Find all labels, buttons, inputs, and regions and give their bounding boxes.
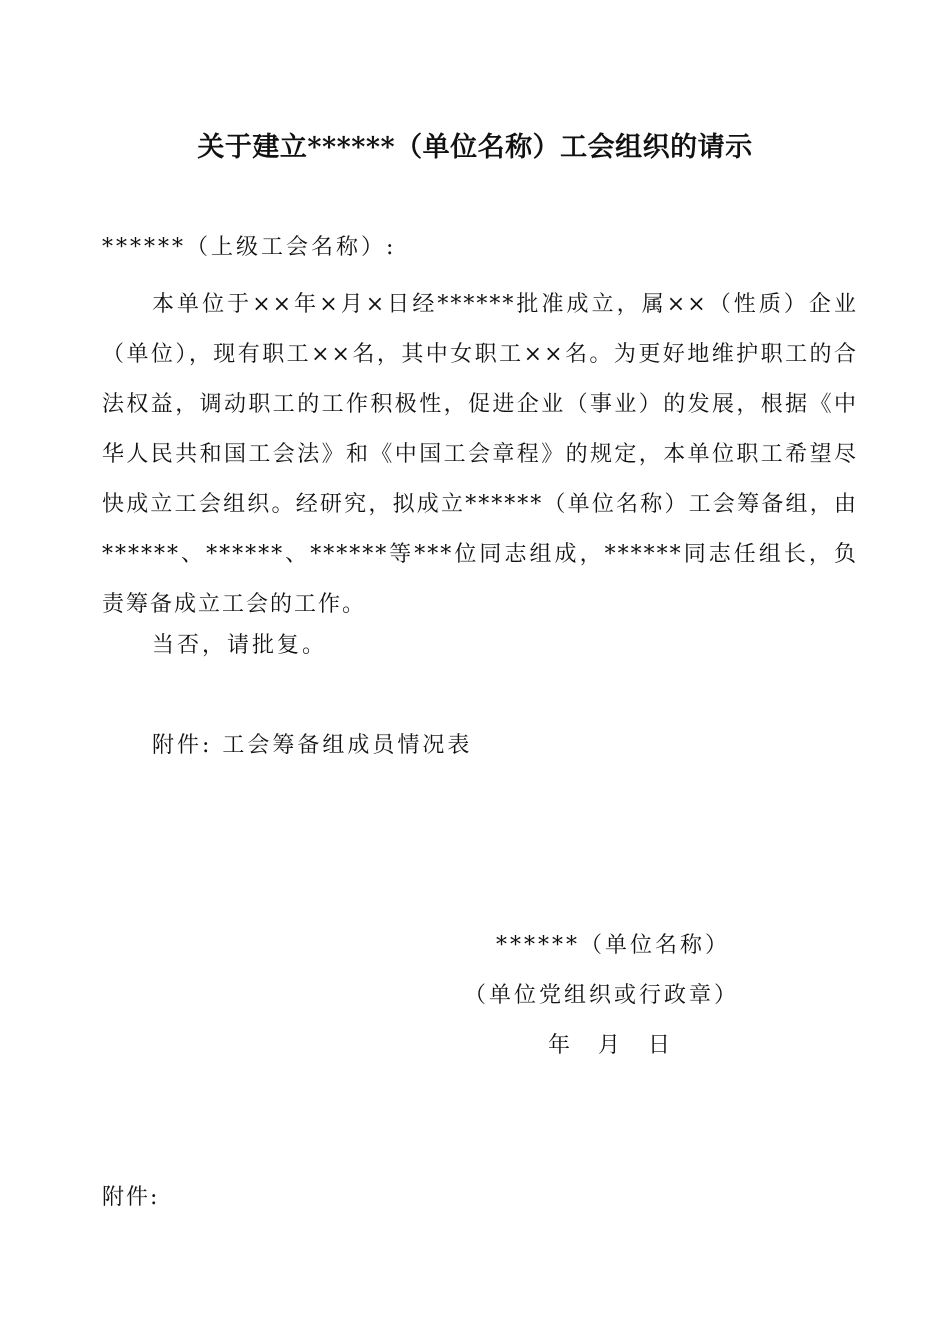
signature-seal-note: （单位党组织或行政章） [464,983,740,1008]
closing-line: 当否，请批复。 [152,633,328,658]
signature-unit-name: ******（单位名称） [496,933,731,958]
attachment-note: 附件: 工会筹备组成员情况表 [152,733,473,758]
body-paragraph: 本单位于××年×月×日经******批准成立，属××（性质）企业（单位），现有职工××名，其中女职工××名。为更好地维护职工的合法权益，调动职工的工作积极性，促进企业（事业）的发展，根据《中华人民共和国工会法》和《中国工会章程》的规定，本单位职工希望尽快成立工会组织。经研究，拟成立******（单位名称）工会筹备组，由******、******、******等***位同志组成，******同志任组长，负责筹备成立工会的工作。 [102,292,858,617]
addressee-line: ******（上级工会名称）: [102,235,397,260]
signature-date: 年 月 日 [548,1033,670,1058]
document-title: 关于建立******（单位名称）工会组织的请示 [197,132,753,163]
attachment-label: 附件: [102,1185,160,1210]
